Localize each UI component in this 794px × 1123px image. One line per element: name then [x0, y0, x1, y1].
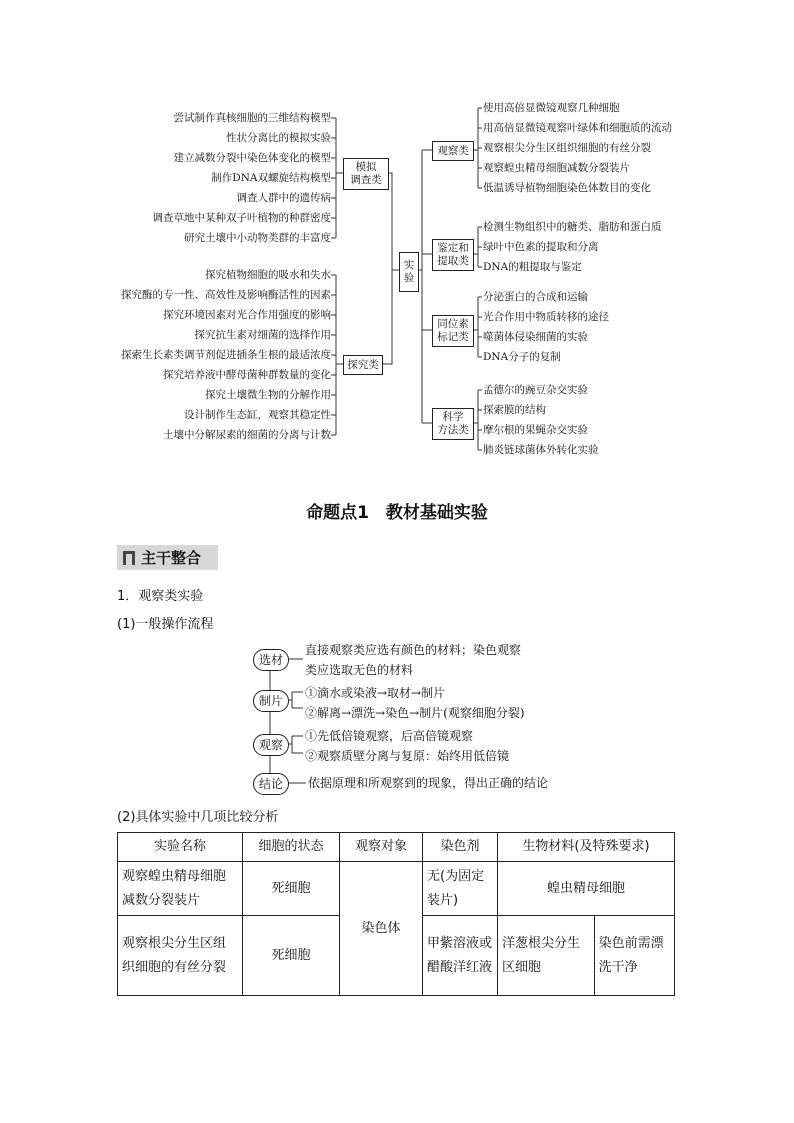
group-box-explore: 探究类 — [343, 355, 383, 375]
flow-line: 类应选取无色的材料 — [305, 663, 414, 677]
flow-line: ②观察质壁分离与复原：始终用低倍镜 — [305, 749, 510, 763]
mindmap-leaf: 肺炎链球菌体外转化实验 — [483, 444, 599, 456]
mindmap-leaf: 探索生长素类调节剂促进插条生根的最适浓度 — [121, 349, 331, 361]
table-cell-name: 观察蝗虫精母细胞减数分裂装片 — [118, 862, 243, 916]
comparison-table — [117, 832, 675, 996]
mindmap-leaf: 探究植物细胞的吸水和失水 — [205, 269, 331, 281]
table-header-row — [118, 833, 675, 862]
mindmap-leaf: 研究土壤中小动物类群的丰富度 — [184, 232, 331, 244]
mindmap-leaf: 用高倍显微镜观察叶绿体和细胞质的流动 — [483, 122, 672, 134]
mindmap-leaf: 调查草地中某种双子叶植物的种群密度 — [152, 212, 331, 224]
flow-desc-conclude: 依据原理和所观察到的现象，得出正确的结论 — [308, 776, 549, 790]
group-box-simulation: 模拟 调查类 — [343, 158, 389, 190]
table-cell-note: 染色前需漂洗干净 — [594, 916, 674, 996]
mindmap-leaf: 探究培养液中酵母菌种群数量的变化 — [163, 369, 331, 381]
table-header-cell: 实验名称 — [118, 833, 243, 862]
mindmap-leaf: 摩尔根的果蝇杂交实验 — [483, 424, 588, 436]
flow-line: 直接观察类应选有颜色的材料；染色观察 — [305, 643, 522, 657]
table-header-cell: 细胞的状态 — [243, 833, 340, 862]
flow-line: ①先低倍镜观察，后高倍镜观察 — [305, 729, 474, 743]
table-cell-dye: 甲紫溶液或醋酸洋红液 — [423, 916, 498, 996]
table-cell-state: 死细胞 — [243, 916, 340, 996]
table-cell-name: 观察根尖分生区组织细胞的有丝分裂 — [118, 916, 243, 996]
mindmap-leaf: 观察根尖分生区组织细胞的有丝分裂 — [483, 142, 651, 154]
flow-step-prepare: 制片 — [253, 690, 289, 712]
table-cell-material: 洋葱根尖分生区细胞 — [498, 916, 595, 996]
mindmap-leaf: 探究土壤微生物的分解作用 — [205, 389, 331, 401]
flow-step-observe: 观察 — [253, 734, 289, 756]
mindmap-leaf: 性状分离比的模拟实验 — [226, 132, 331, 144]
mindmap-leaf: 尝试制作真核细胞的三维结构模型 — [173, 112, 331, 124]
mindmap-leaf: 检测生物组织中的糖类、脂肪和蛋白质 — [483, 221, 662, 233]
mindmap-leaf: 噬菌体侵染细菌的实验 — [483, 331, 588, 343]
mindmap-leaf: 设计制作生态缸，观察其稳定性 — [184, 409, 331, 421]
mindmap-leaf: 探究酶的专一性、高效性及影响酶活性的因素 — [121, 289, 331, 301]
center-node: 实 验 — [399, 252, 419, 292]
flow-desc-observe — [305, 726, 509, 766]
page-title: 命题点1 教材基础实验 — [306, 503, 488, 523]
group-box-isotope: 同位素 标记类 — [432, 315, 474, 347]
group-box-identify: 鉴定和 提取类 — [432, 239, 474, 271]
mindmap-leaf: 土壤中分解尿素的细菌的分离与计数 — [163, 429, 331, 441]
table-header-cell: 染色剂 — [423, 833, 498, 862]
mindmap-leaf: DNA的粗提取与鉴定 — [483, 261, 582, 273]
flow-step-conclude: 结论 — [253, 773, 289, 795]
banner-label: 主干整合 — [141, 549, 202, 567]
table-cell-object: 染色体 — [340, 862, 423, 996]
mindmap-leaf: 绿叶中色素的提取和分离 — [483, 241, 599, 253]
flow-step-select: 选材 — [253, 649, 289, 671]
mindmap-leaf: 观察蝗虫精母细胞减数分裂装片 — [483, 162, 630, 174]
mindmap-leaf: 探究环境因素对光合作用强度的影响 — [163, 309, 331, 321]
flow-line: ②解离→漂洗→染色→制片(观察细胞分裂) — [305, 706, 525, 720]
section-heading: 1．观察类实验 — [117, 589, 204, 604]
table-header-cell: 生物材料(及特殊要求) — [498, 833, 675, 862]
mindmap-leaf: DNA分子的复制 — [483, 351, 561, 363]
mindmap-leaf: 分泌蛋白的合成和运输 — [483, 291, 588, 303]
mindmap-leaf: 制作DNA双螺旋结构模型 — [211, 172, 331, 184]
subsection-heading: (1)一般操作流程 — [117, 617, 214, 632]
mindmap-leaf: 使用高倍显微镜观察几种细胞 — [483, 102, 620, 114]
subsection-heading-2: (2)具体实验中几项比较分析 — [117, 810, 279, 825]
flow-line: ①滴水或染液→取材→制片 — [305, 686, 446, 700]
mindmap-leaf: 孟德尔的豌豆杂交实验 — [483, 384, 588, 396]
mindmap-leaf: 低温诱导植物细胞染色体数目的变化 — [483, 182, 651, 194]
mindmap-leaf: 建立减数分裂中染色体变化的模型 — [173, 152, 331, 164]
flow-desc-prepare — [305, 683, 525, 723]
group-box-method: 科学 方法类 — [432, 408, 474, 440]
mindmap-leaf: 探索膜的结构 — [483, 404, 546, 416]
table-cell-material: 蝗虫精母细胞 — [498, 862, 675, 916]
mindmap-leaf: 调查人群中的遗传病 — [236, 192, 331, 204]
table-row — [118, 862, 675, 916]
mindmap-leaf: 光合作用中物质转移的途径 — [483, 311, 609, 323]
group-box-observe: 观察类 — [432, 141, 474, 161]
table-cell-state: 死细胞 — [243, 862, 340, 916]
table-cell-dye: 无(为固定装片) — [423, 862, 498, 916]
flow-desc-select — [305, 640, 521, 680]
mindmap-leaf: 探究抗生素对细菌的选择作用 — [194, 329, 331, 341]
table-header-cell: 观察对象 — [340, 833, 423, 862]
